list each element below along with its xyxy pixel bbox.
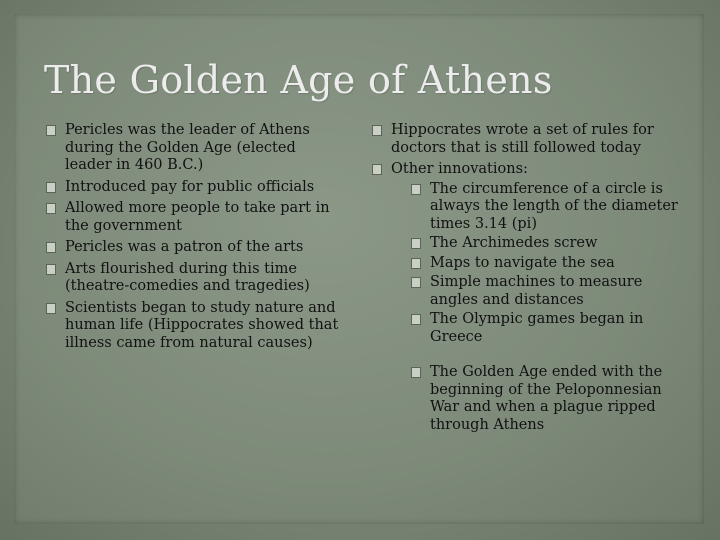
- bullet-text: Allowed more people to take part in the government: [65, 200, 330, 234]
- bullet-text: Other innovations:: [391, 161, 528, 177]
- list-item: [372, 122, 690, 157]
- innovations-sublist: [391, 181, 690, 435]
- bullet-icon: [46, 182, 56, 193]
- bullet-icon: [46, 203, 56, 214]
- bullet-text: Introduced pay for public officials: [65, 178, 315, 195]
- right-bullet-list: [372, 122, 690, 434]
- list-item: [411, 364, 690, 434]
- left-column: [46, 122, 346, 356]
- bullet-text: Arts flourished during this time (theatre-comedies and tragedies): [65, 260, 310, 294]
- slide-title: The Golden Age of Athens: [44, 58, 553, 102]
- bullet-icon: [411, 258, 421, 269]
- bullet-icon: [46, 242, 56, 253]
- bullet-text: Maps to navigate the sea: [430, 254, 615, 271]
- bullet-text: Scientists began to study nature and human life (Hippocrates showed that illness came from natural causes): [65, 299, 339, 351]
- list-item: [46, 239, 346, 257]
- bullet-icon: [46, 264, 56, 275]
- list-item: [46, 261, 346, 296]
- list-item: [411, 274, 690, 309]
- list-item: [46, 300, 346, 353]
- bullet-text: Pericles was a patron of the arts: [65, 239, 304, 255]
- list-item: [411, 181, 690, 234]
- bullet-icon: [411, 238, 421, 249]
- bullet-icon: [411, 184, 421, 195]
- bullet-text: The circumference of a circle is always the length of the diameter times 3.14 (pi): [430, 180, 678, 232]
- list-item: [46, 122, 346, 175]
- bullet-text: The Archimedes screw: [430, 235, 598, 251]
- bullet-icon: [411, 277, 421, 288]
- list-item: [411, 255, 690, 273]
- bullet-icon: [46, 303, 56, 314]
- list-item: [46, 179, 346, 197]
- bullet-icon: [411, 314, 421, 325]
- bullet-icon: [372, 125, 382, 136]
- bullet-text: The Golden Age ended with the beginning of the Peloponnesian War and when a plague ripped through Athens: [430, 364, 663, 433]
- list-item: [411, 235, 690, 253]
- bullet-text: Pericles was the leader of Athens during the Golden Age (elected leader in 460 B.C.): [65, 122, 310, 173]
- bullet-text: Hippocrates wrote a set of rules for doctors that is still followed today: [391, 122, 654, 156]
- list-item: [411, 311, 690, 346]
- right-column: [372, 122, 690, 438]
- bullet-icon: [372, 164, 382, 175]
- list-item: [46, 200, 346, 235]
- bullet-text: Simple machines to measure angles and distances: [430, 274, 643, 308]
- bullet-text: The Olympic games began in Greece: [430, 311, 644, 345]
- left-bullet-list: [46, 122, 346, 352]
- list-item: [372, 161, 690, 434]
- bullet-icon: [411, 367, 421, 378]
- bullet-icon: [46, 125, 56, 136]
